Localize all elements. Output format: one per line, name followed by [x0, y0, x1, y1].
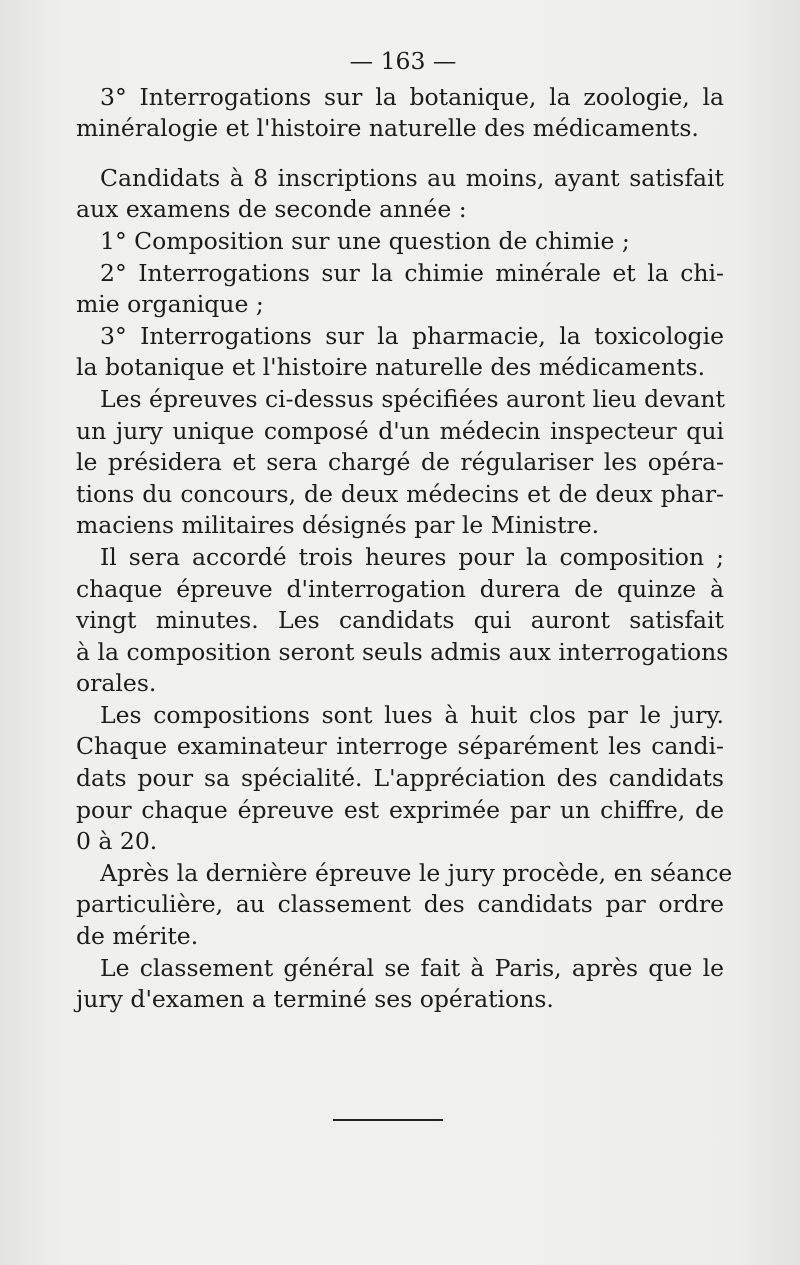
text-line: Candidats à 8 inscriptions au moins, ayant satisfait	[100, 163, 724, 192]
text-line: 3° Interrogations sur la pharmacie, la toxicologie	[100, 321, 724, 350]
page-number: — 163 —	[349, 47, 457, 75]
text-line: pour chaque épreuve est exprimée par un chiffre, de	[76, 795, 724, 824]
text-line: 0 à 20.	[76, 827, 158, 856]
end-rule	[333, 1119, 443, 1121]
text-line: Chaque examinateur interroge séparément les candi-	[76, 732, 724, 761]
text-line: maciens militaires désignés par le Ministre.	[76, 511, 600, 540]
text-line: un jury unique composé d'un médecin inspecteur qui	[76, 416, 724, 445]
text-line: 3° Interrogations sur la botanique, la zoologie, la	[100, 82, 724, 111]
text-line: mie organique ;	[76, 290, 264, 319]
text-line: la botanique et l'histoire naturelle des médicaments.	[76, 353, 706, 382]
text-line: particulière, au classement des candidats par ordre	[76, 890, 724, 919]
text-line: Après la dernière épreuve le jury procède, en séance	[100, 858, 733, 887]
text-line: à la composition seront seuls admis aux interrogations	[76, 637, 729, 666]
text-line: tions du concours, de deux médecins et de deux phar-	[76, 479, 724, 508]
text-line: chaque épreuve d'interrogation durera de quinze à	[76, 574, 724, 603]
text-line: dats pour sa spécialité. L'appréciation des candidats	[76, 764, 724, 793]
text-line: Les compositions sont lues à huit clos par le jury.	[100, 700, 724, 729]
text-line: orales.	[76, 669, 157, 698]
text-line: de mérite.	[76, 922, 199, 951]
text-line: jury d'examen a terminé ses opérations.	[76, 985, 554, 1014]
text-line: aux examens de seconde année :	[76, 195, 467, 224]
text-line: Le classement général se fait à Paris, après que le	[100, 953, 724, 982]
text-line: minéralogie et l'histoire naturelle des médicaments.	[76, 114, 699, 143]
text-line: le présidera et sera chargé de régulariser les opéra-	[76, 448, 724, 477]
text-line: 1° Composition sur une question de chimie ;	[100, 226, 630, 255]
text-line: Les épreuves ci-dessus spécifiées auront lieu devant	[100, 384, 725, 413]
text-line: Il sera accordé trois heures pour la composition ;	[100, 542, 724, 571]
page-text	[76, 46, 733, 1016]
text-line: vingt minutes. Les candidats qui auront satisfait	[76, 606, 724, 635]
text-line: 2° Interrogations sur la chimie minérale et la chi-	[100, 258, 724, 287]
